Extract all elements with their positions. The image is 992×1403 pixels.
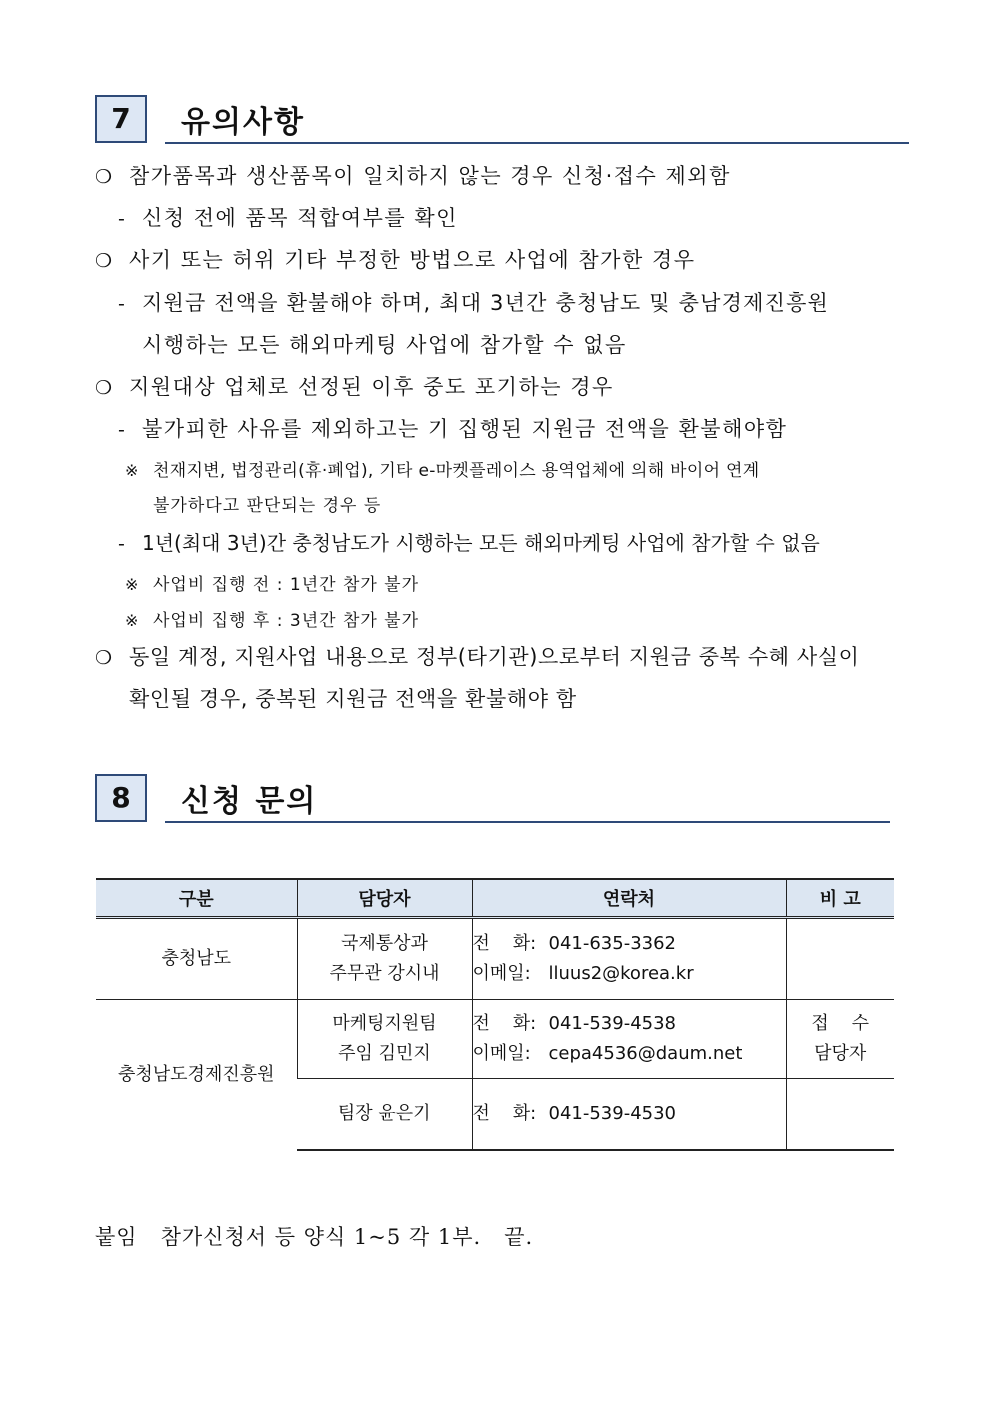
org-cell: 충청남도: [96, 918, 297, 1000]
notice-line: - 신청 전에 품목 적합여부를 확인: [118, 206, 458, 230]
email-address: cepa4536@daum.net: [548, 1043, 743, 1064]
section-7-title: 유의사항: [181, 105, 305, 140]
attachment-note: 붙임 참가신청서 등 양식 1~5 각 1부. 끝.: [95, 1225, 534, 1249]
person-cell: 팀장 윤은기: [297, 1079, 472, 1151]
notice-note: ※ 사업비 집행 전 : 1년간 참가 불가: [125, 575, 420, 595]
table-header: 연락처: [472, 879, 786, 918]
notice-line: - 1년(최대 3년)간 충청남도가 시행하는 모든 해외마케팅 사업에 참가할 수 없음: [118, 531, 820, 555]
notice-note: 불가하다고 판단되는 경우 등: [153, 496, 382, 516]
person-cell: 국제통상과 주무관 강시내: [297, 918, 472, 1000]
section-8-title: 신청 문의: [181, 784, 318, 819]
notice-line: 확인될 경우, 중복된 지원금 전액을 환불해야 함: [129, 687, 577, 711]
org-cell: 충청남도경제진흥원: [96, 1000, 297, 1151]
phone-number: 041-539-4530: [548, 1103, 677, 1124]
notice-line: ❍ 참가품목과 생산품목이 일치하지 않는 경우 신청·접수 제외함: [95, 164, 731, 188]
contact-cell: 전 화: 041-539-4538 이메일: cepa4536@daum.net: [472, 1000, 786, 1079]
section-8-underline: [165, 821, 890, 823]
notice-line: 시행하는 모든 해외마케팅 사업에 참가할 수 없음: [142, 333, 627, 357]
notice-note: ※ 사업비 집행 후 : 3년간 참가 불가: [125, 611, 420, 631]
email-address: lluus2@korea.kr: [548, 963, 694, 984]
notice-note: ※ 천재지변, 법정관리(휴·폐업), 기타 e-마켓플레이스 용역업체에 의해 바이어 연계: [125, 461, 760, 481]
section-8-number: 8: [95, 774, 147, 822]
contact-cell: 전 화: 041-635-3362 이메일: lluus2@korea.kr: [472, 918, 786, 1000]
table-row: [96, 918, 894, 1000]
section-7-number: 7: [95, 95, 147, 143]
notice-line: - 지원금 전액을 환불해야 하며, 최대 3년간 충청남도 및 충남경제진흥원: [118, 291, 830, 315]
notice-line: ❍ 동일 계정, 지원사업 내용으로 정부(타기관)으로부터 지원금 중복 수혜 사실이: [95, 645, 860, 669]
note-cell: [786, 918, 894, 1000]
section-8-header: [95, 774, 895, 826]
contact-table: [96, 878, 894, 1151]
contact-cell: 전 화: 041-539-4530: [472, 1079, 786, 1151]
note-cell: [786, 1079, 894, 1151]
note-cell: 접 수 담당자: [786, 1000, 894, 1079]
notice-line: ❍ 지원대상 업체로 선정된 이후 중도 포기하는 경우: [95, 375, 614, 399]
notice-line: - 불가피한 사유를 제외하고는 기 집행된 지원금 전액을 환불해야함: [118, 417, 788, 441]
person-cell: 마케팅지원팀 주임 김민지: [297, 1000, 472, 1079]
notice-line: ❍ 사기 또는 허위 기타 부정한 방법으로 사업에 참가한 경우: [95, 248, 696, 272]
table-header: 구분: [96, 879, 297, 918]
section-7-header: [95, 95, 910, 147]
table-header: 담당자: [297, 879, 472, 918]
section-7-underline: [165, 142, 909, 144]
table-header-row: [96, 879, 894, 918]
table-row: [96, 1000, 894, 1079]
phone-number: 041-635-3362: [548, 933, 677, 954]
phone-number: 041-539-4538: [548, 1013, 677, 1034]
table-header: 비 고: [786, 879, 894, 918]
